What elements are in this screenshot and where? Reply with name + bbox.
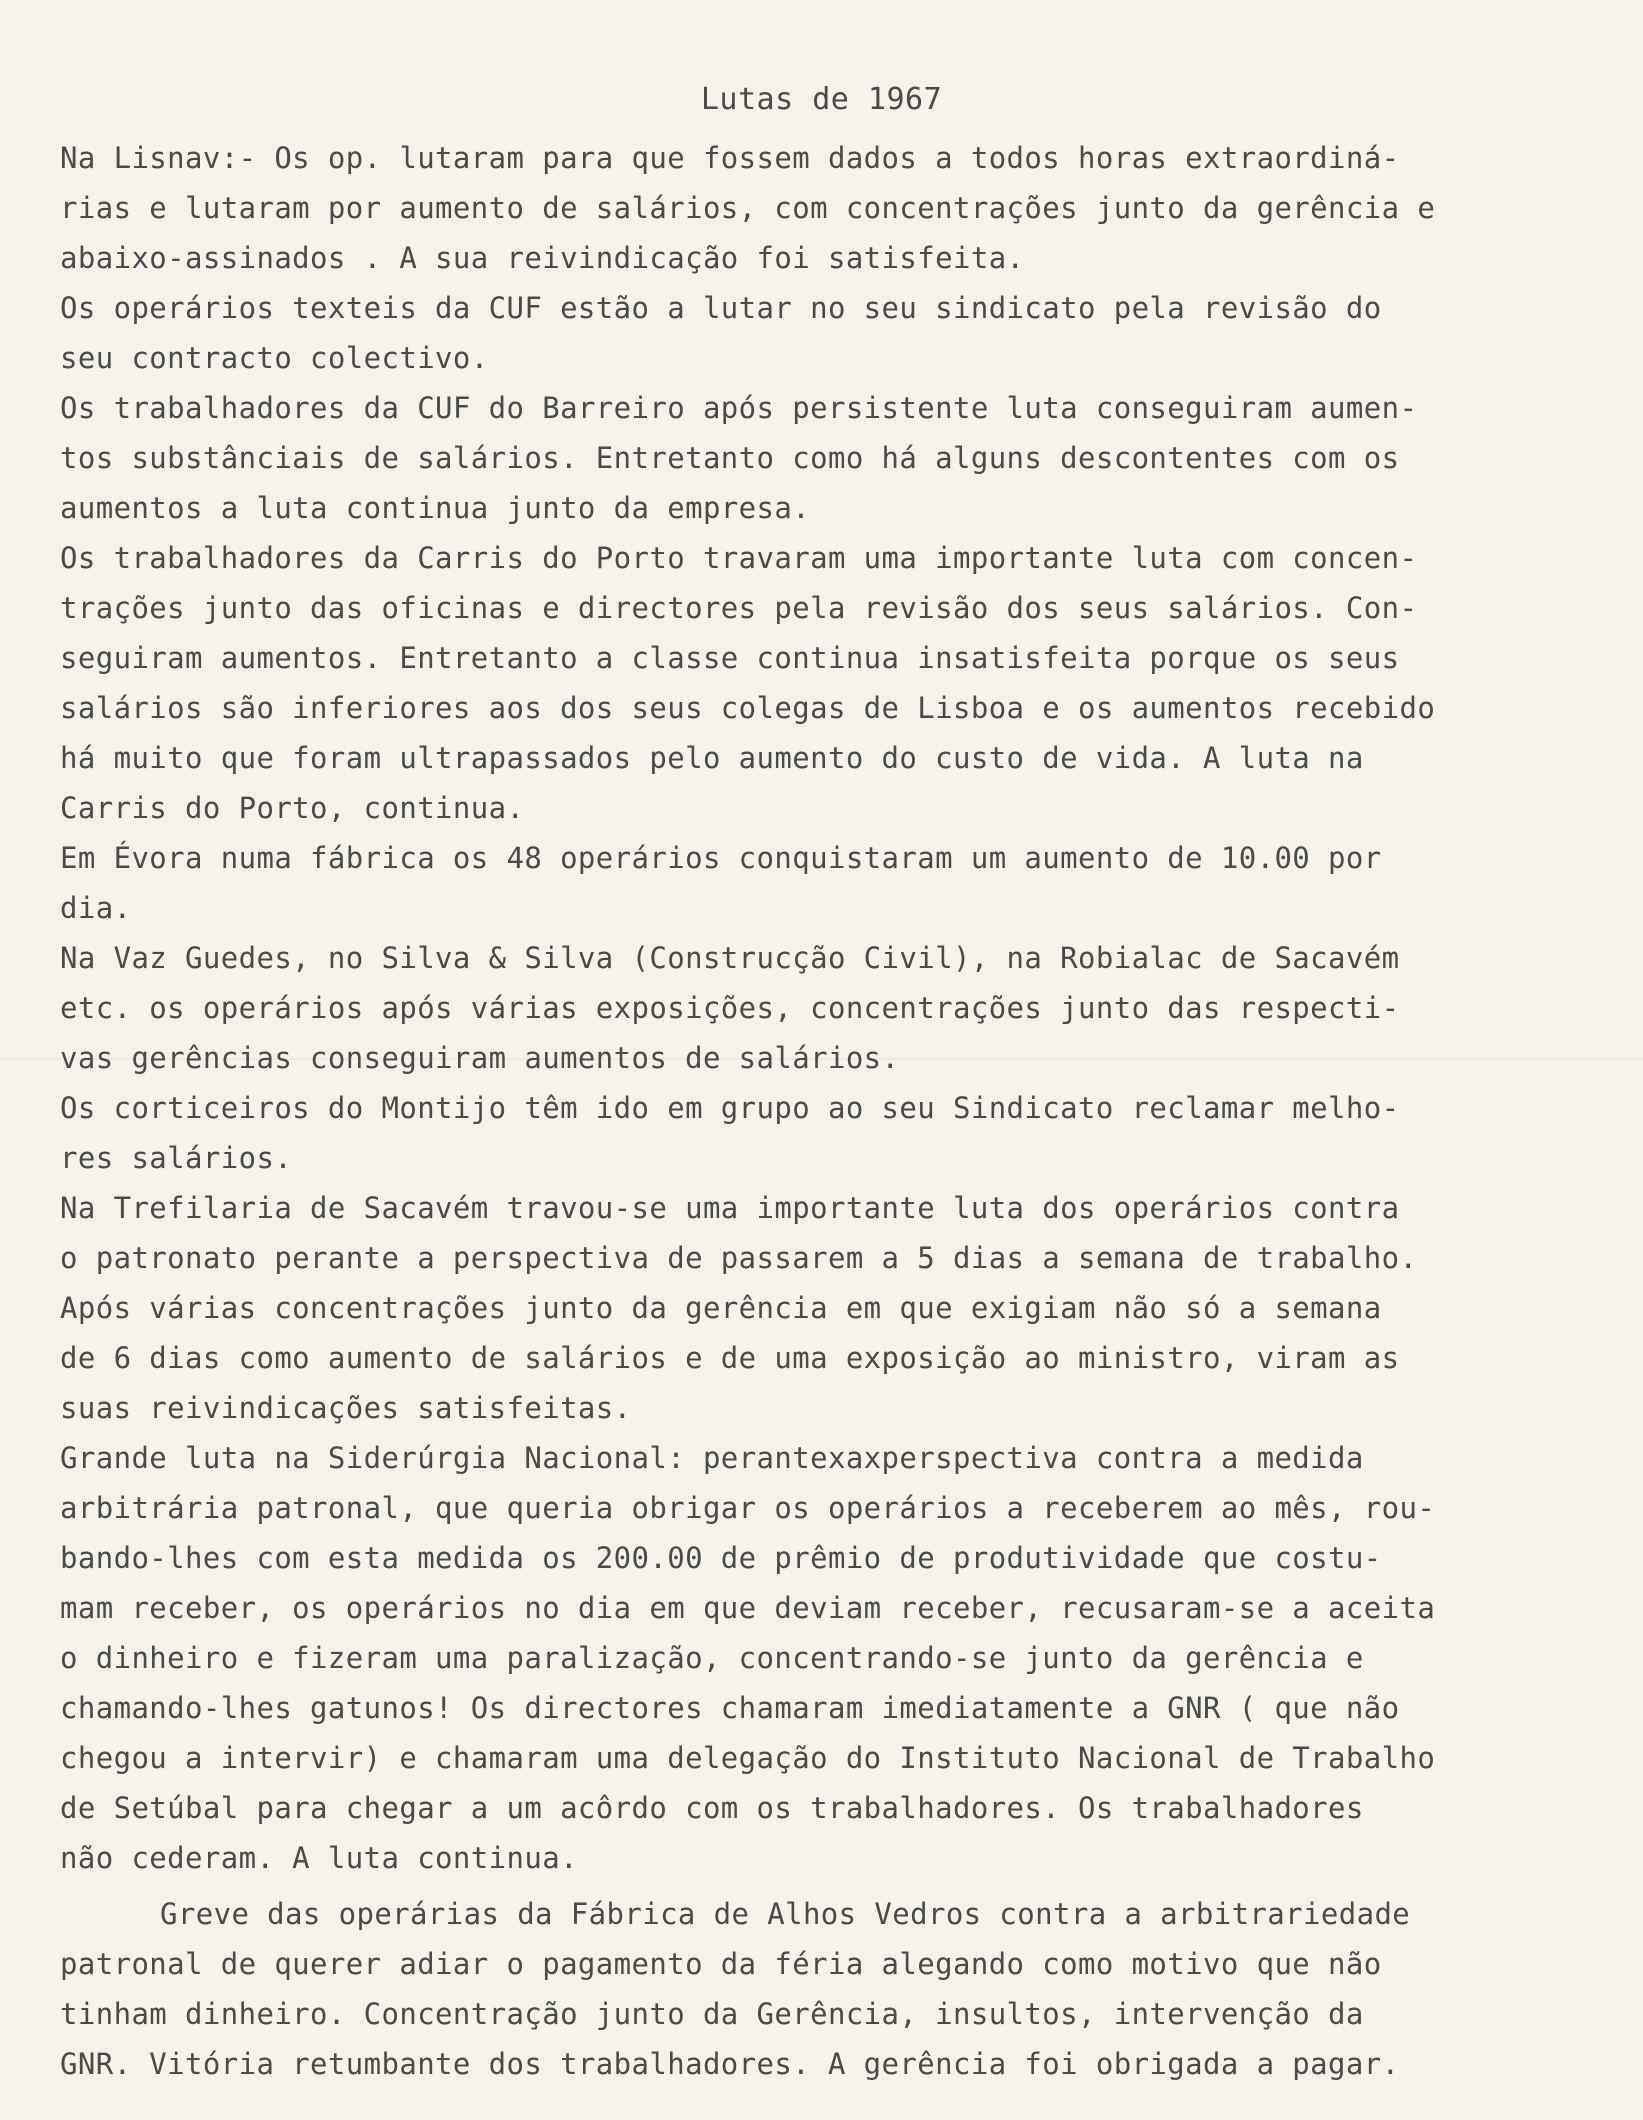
text-line: o dinheiro e fizeram uma paralização, concentrando-se junto da gerência e	[60, 1641, 1364, 1675]
text-line: chamando-lhes gatunos! Os directores chamaram imediatamente a GNR ( que não	[60, 1691, 1400, 1725]
text-line: Os trabalhadores da CUF do Barreiro após persistente luta conseguiram aumen-	[60, 391, 1418, 425]
text-line: de 6 dias como aumento de salários e de uma exposição ao ministro, viram as	[60, 1341, 1400, 1375]
text-line: trações junto das oficinas e directores pela revisão dos seus salários. Con-	[60, 591, 1418, 625]
text-line: o patronato perante a perspectiva de passarem a 5 dias a semana de trabalho.	[60, 1241, 1418, 1275]
text-line: Os trabalhadores da Carris do Porto travaram uma importante luta com concen-	[60, 541, 1418, 575]
text-line: chegou a intervir) e chamaram uma delegação do Instituto Nacional de Trabalho	[60, 1741, 1436, 1775]
text-line: abaixo-assinados . A sua reivindicação foi satisfeita.	[60, 241, 1025, 275]
text-line: Os operários texteis da CUF estão a lutar no seu sindicato pela revisão do	[60, 291, 1382, 325]
document-title: Lutas de 1967	[700, 82, 943, 117]
text-line: seu contracto colectivo.	[60, 341, 489, 375]
text-line: tinham dinheiro. Concentração junto da Gerência, insultos, intervenção da	[60, 1997, 1364, 2031]
text-line: não cederam. A luta continua.	[60, 1841, 578, 1875]
document-body	[60, 133, 1630, 2089]
text-line: Greve das operárias da Fábrica de Alhos Vedros contra a arbitrariedade	[160, 1897, 1411, 1931]
text-line: de Setúbal para chegar a um acôrdo com os trabalhadores. Os trabalhadores	[60, 1791, 1364, 1825]
text-line: salários são inferiores aos dos seus colegas de Lisboa e os aumentos recebido	[60, 691, 1436, 725]
text-line: Após várias concentrações junto da gerência em que exigiam não só a semana	[60, 1291, 1382, 1325]
text-line: há muito que foram ultrapassados pelo aumento do custo de vida. A luta na	[60, 741, 1364, 775]
text-line: dia.	[60, 891, 132, 925]
text-line: suas reivindicações satisfeitas.	[60, 1391, 632, 1425]
text-line: Grande luta na Siderúrgia Nacional: perantexaxperspectiva contra a medida	[60, 1441, 1364, 1475]
text-line: tos substânciais de salários. Entretanto como há alguns descontentes com os	[60, 441, 1400, 475]
text-line: rias e lutaram por aumento de salários, com concentrações junto da gerência e	[60, 191, 1436, 225]
text-line: Os corticeiros do Montijo têm ido em grupo ao seu Sindicato reclamar melho-	[60, 1091, 1400, 1125]
text-line: Em Évora numa fábrica os 48 operários conquistaram um aumento de 10.00 por	[60, 841, 1382, 875]
text-line: vas gerências conseguiram aumentos de salários.	[60, 1041, 900, 1075]
text-line: seguiram aumentos. Entretanto a classe continua insatisfeita porque os seus	[60, 641, 1400, 675]
text-line: GNR. Vitória retumbante dos trabalhadores. A gerência foi obrigada a pagar.	[60, 2047, 1400, 2081]
text-line: arbitrária patronal, que queria obrigar os operários a receberem ao mês, rou-	[60, 1491, 1436, 1525]
text-line: patronal de querer adiar o pagamento da féria alegando como motivo que não	[60, 1947, 1382, 1981]
text-line: Na Vaz Guedes, no Silva & Silva (Construcção Civil), na Robialac de Sacavém	[60, 941, 1400, 975]
text-line: bando-lhes com esta medida os 200.00 de prêmio de produtividade que costu-	[60, 1541, 1382, 1575]
text-line: res salários.	[60, 1141, 293, 1175]
text-line: mam receber, os operários no dia em que deviam receber, recusaram-se a aceita	[60, 1591, 1436, 1625]
text-line: Carris do Porto, continua.	[60, 791, 525, 825]
text-line: aumentos a luta continua junto da empresa.	[60, 491, 811, 525]
text-line: etc. os operários após várias exposições, concentrações junto das respecti-	[60, 991, 1400, 1025]
text-line: Na Trefilaria de Sacavém travou-se uma importante luta dos operários contra	[60, 1191, 1400, 1225]
text-line: Na Lisnav:- Os op. lutaram para que fossem dados a todos horas extraordiná-	[60, 141, 1400, 175]
